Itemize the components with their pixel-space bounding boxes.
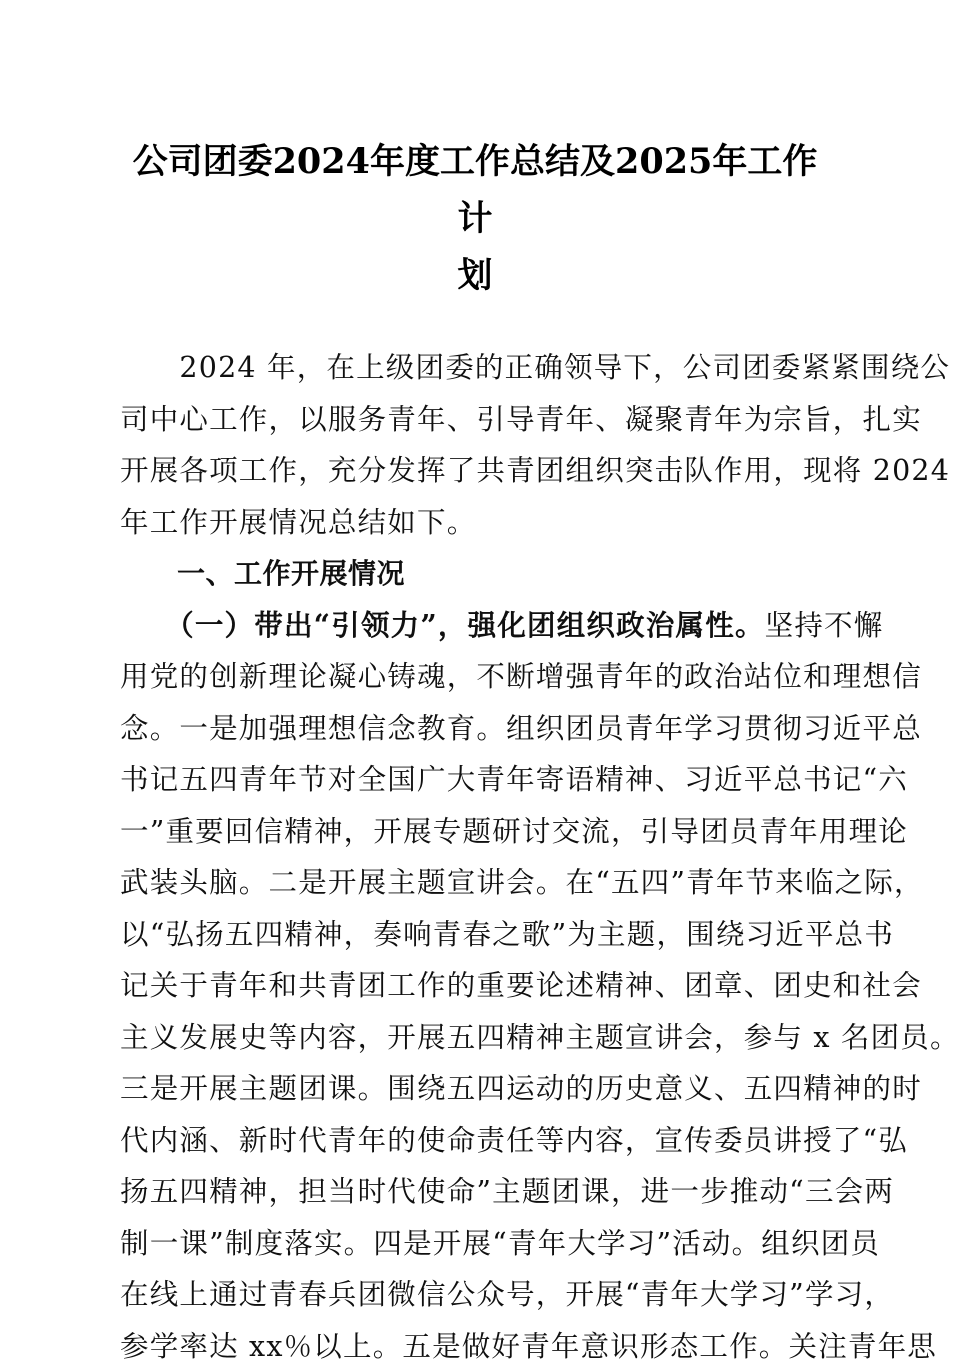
page-content [120, 0, 830, 1372]
body-line: 一”重要回信精神，开展专题研讨交流，引导团员青年用理论 [120, 806, 830, 858]
body-line: 参学率达 xx％以上。五是做好青年意识形态工作。关注青年思 [120, 1321, 830, 1372]
body-line: 三是开展主题团课。围绕五四运动的历史意义、五四精神的时 [120, 1063, 830, 1115]
body-line: 扬五四精神，担当时代使命”主题团课，进一步推动“三会两 [120, 1166, 830, 1218]
page-title-line-2: 划 [457, 255, 492, 296]
body-line: 代内涵、新时代青年的使命责任等内容，宣传委员讲授了“弘 [120, 1115, 830, 1167]
body-line: 记关于青年和共青团工作的重要论述精神、团章、团史和社会 [120, 960, 830, 1012]
body-line-text: 坚持不懈 [765, 609, 884, 642]
body-line-subsection-lead [120, 600, 830, 652]
body-line: 用党的创新理论凝心铸魂，不断增强青年的政治站位和理想信 [120, 651, 830, 703]
body-line: 武装头脑。二是开展主题宣讲会。在“五四”青年节来临之际， [120, 857, 830, 909]
subsection-heading-1: （一）带出“引领力”，强化团组织政治属性。 [120, 608, 765, 642]
body-line: 2024 年，在上级团委的正确领导下，公司团委紧紧围绕公 [120, 342, 830, 394]
body-line: 念。一是加强理想信念教育。组织团员青年学习贯彻习近平总 [120, 703, 830, 755]
document-body [120, 342, 830, 1372]
body-line: 司中心工作，以服务青年、引导青年、凝聚青年为宗旨，扎实 [120, 394, 830, 446]
body-line: 制一课”制度落实。四是开展“青年大学习”活动。组织团员 [120, 1218, 830, 1270]
section-heading-1: 一、工作开展情况 [120, 548, 830, 600]
body-line: 在线上通过青春兵团微信公众号，开展“青年大学习”学习， [120, 1269, 830, 1321]
page-title [120, 0, 830, 304]
body-line: 以“弘扬五四精神，奏响青春之歌”为主题，围绕习近平总书 [120, 909, 830, 961]
body-line: 主义发展史等内容，开展五四精神主题宣讲会，参与 x 名团员。 [120, 1012, 830, 1064]
body-line: 开展各项工作，充分发挥了共青团组织突击队作用，现将 2024 [120, 445, 830, 497]
body-line: 书记五四青年节对全国广大青年寄语精神、习近平总书记“六 [120, 754, 830, 806]
page-title-line-1: 公司团委2024年度工作总结及2025年工作计 [133, 141, 818, 239]
body-line: 年工作开展情况总结如下。 [120, 497, 830, 549]
